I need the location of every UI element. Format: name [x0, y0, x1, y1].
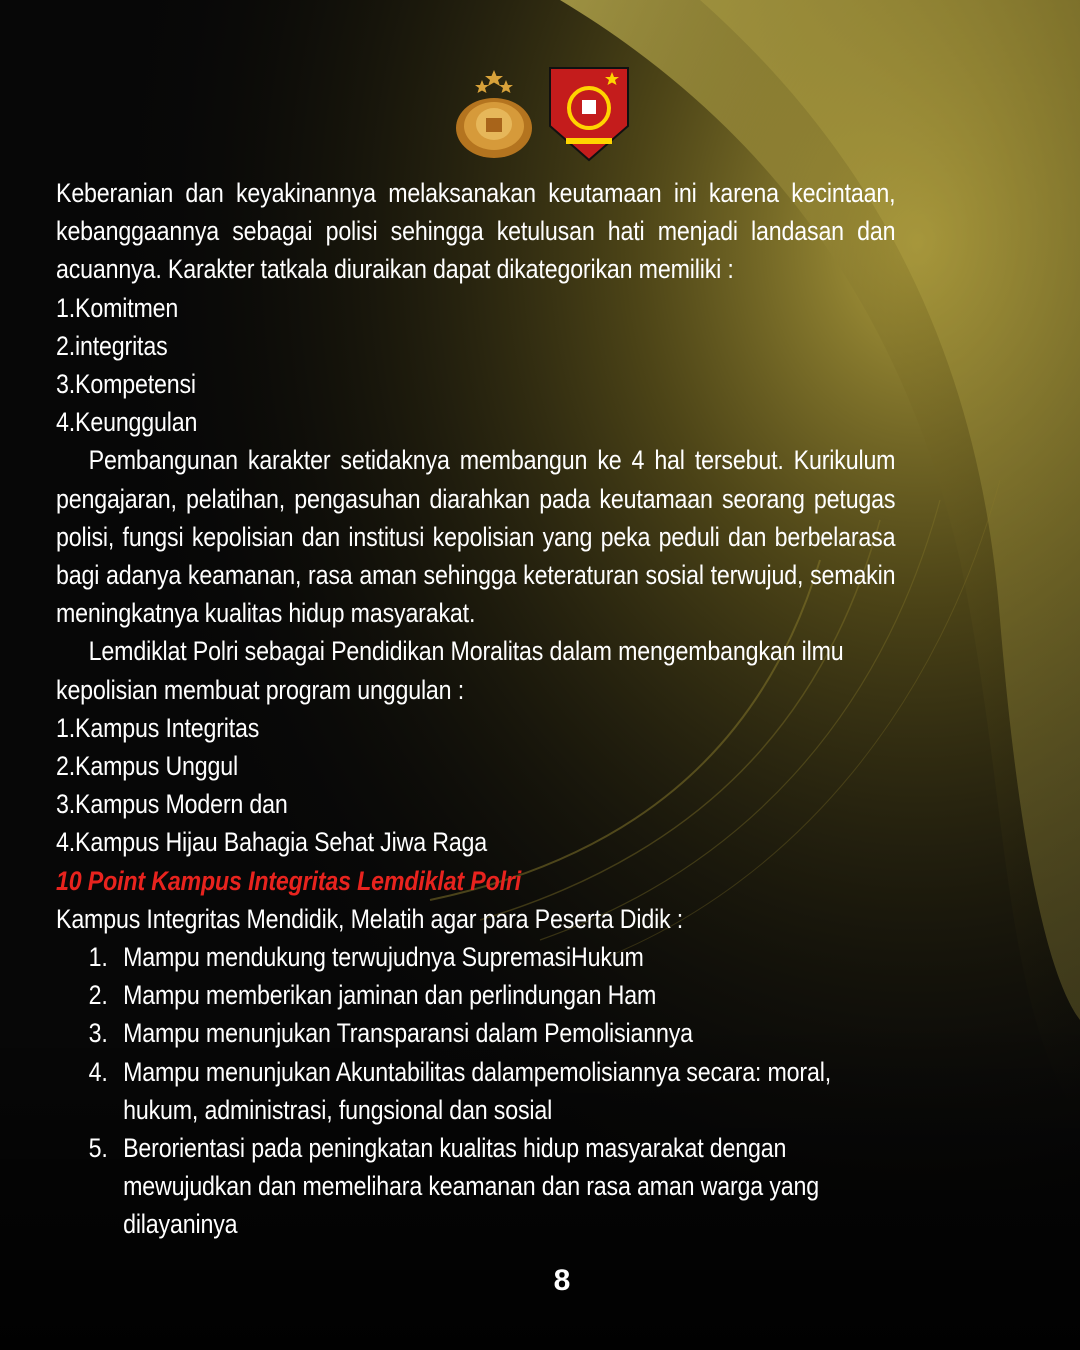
list-item: 4.Kampus Hijau Bahagia Sehat Jiwa Raga [56, 827, 488, 858]
page-number: 8 [553, 1264, 571, 1297]
list-item: 4.Keunggulan [56, 407, 198, 438]
item-text: Mampu memberikan jaminan dan perlindungan Ham [123, 980, 657, 1011]
item-text: Mampu menunjukan Akuntabilitas dalampemolisiannya secara: moral, hukum, administrasi, fungsional dan sosial [123, 1056, 831, 1125]
intro-paragraph: Keberanian dan keyakinannya melaksanakan keutamaan ini karena kecintaan, kebanggaannya sebagai polisi sehingga ketulusan hati menjadi landasan dan acuannya. Karakter tatkala diuraikan dapat dikategorikan memiliki : [56, 178, 896, 285]
list-item [56, 1014, 895, 1052]
character-list [56, 289, 895, 442]
item-text: Mampu menunjukan Transparansi dalam Pemolisiannya [123, 1018, 693, 1049]
section-heading: 10 Point Kampus Integritas Lemdiklat Polri [56, 865, 522, 896]
list-item: 3.Kompetensi [56, 369, 196, 400]
list-item [56, 1053, 895, 1129]
program-list [56, 709, 895, 862]
integrity-points-list [56, 938, 895, 1244]
item-number: 3. [88, 1018, 108, 1049]
item-number: 4. [88, 1056, 108, 1087]
list-item: 1.Komitmen [56, 292, 179, 323]
character-building-paragraph: Pembangunan karakter setidaknya membangun ke 4 hal tersebut. Kurikulum pengajaran, pelatihan, pengasuhan diarahkan pada keutamaan seorang petugas polisi, fungsi kepolisian dan institusi kepolisian yang peka peduli dan berbelarasa bagi adanya keamanan, rasa aman sehingga keteraturan sosial terwujud, semakin meningkatnya kualitas hidup masyarakat. [56, 445, 896, 629]
golden-star-emblem-icon [456, 70, 532, 158]
item-number: 2. [88, 980, 108, 1011]
list-item: 2.integritas [56, 330, 168, 361]
list-item: 3.Kampus Modern dan [56, 789, 288, 820]
list-item: 2.Kampus Unggul [56, 751, 239, 782]
section-lead: Kampus Integritas Mendidik, Melatih agar para Peserta Didik : [56, 903, 684, 934]
item-text: Mampu mendukung terwujudnya SupremasiHukum [123, 942, 644, 973]
logo-group [448, 66, 632, 164]
list-item [56, 976, 895, 1014]
item-text: Berorientasi pada peningkatan kualitas hidup masyarakat dengan mewujudkan dan memelihara keamanan dan rasa aman warga yang dilayaninya [123, 1133, 819, 1240]
list-item: 1.Kampus Integritas [56, 712, 260, 743]
main-content [56, 174, 895, 1244]
red-shield-emblem-icon [550, 68, 628, 160]
item-number: 1. [88, 942, 108, 973]
list-item [56, 1129, 895, 1244]
program-paragraph: Lemdiklat Polri sebagai Pendidikan Moralitas dalam mengembangkan ilmu kepolisian membuat program unggulan : [56, 636, 844, 705]
list-item [56, 938, 895, 976]
item-number: 5. [88, 1133, 108, 1164]
